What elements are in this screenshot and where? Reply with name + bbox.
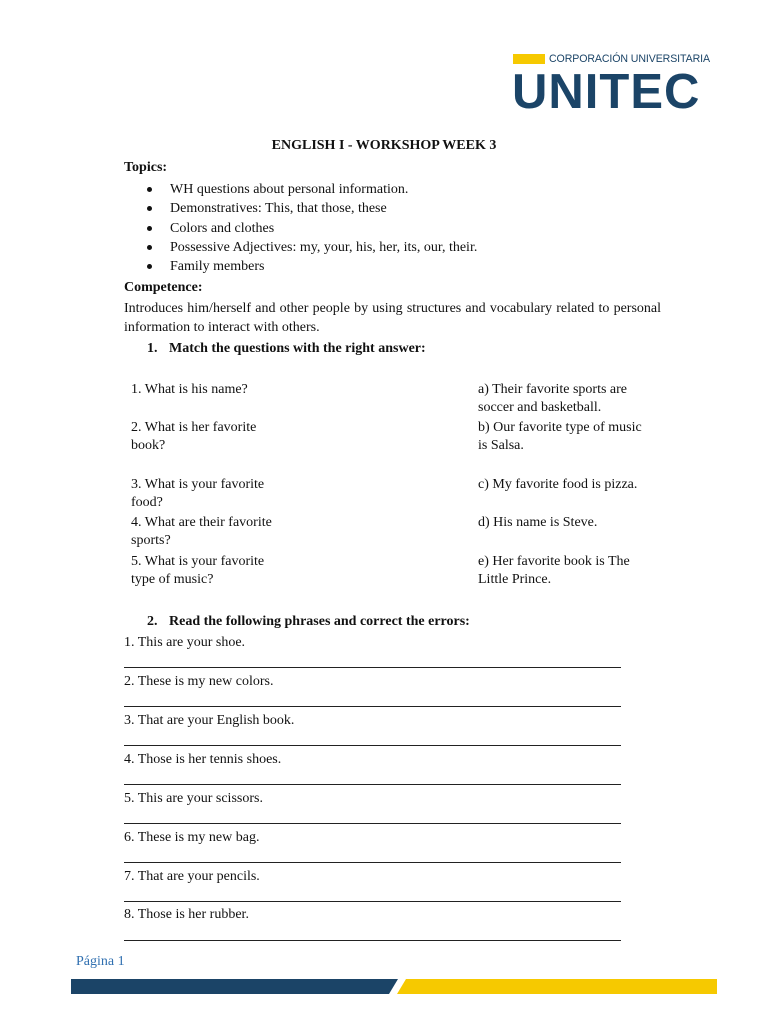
answer-line: b) Our favorite type of music: [478, 420, 642, 435]
exercise2-sentence: 4. Those is her tennis shoes.: [124, 752, 282, 767]
question-line: food?: [131, 495, 163, 510]
exercise1-instruction: Match the questions with the right answer:: [169, 341, 426, 356]
list-item-text: Family members: [170, 259, 265, 275]
answer-line: is Salsa.: [478, 438, 524, 453]
answer-line-input[interactable]: [124, 940, 621, 941]
answer-a: [478, 381, 668, 417]
bullet-icon: [147, 226, 152, 231]
answer-c: [478, 476, 668, 494]
exercise1-heading: [147, 340, 426, 358]
answer-line-input[interactable]: [124, 784, 621, 785]
question-2: [131, 419, 296, 455]
answer-line: Little Prince.: [478, 572, 552, 587]
question-line: 2. What is her favorite: [131, 420, 257, 435]
question-1: [131, 381, 296, 399]
answer-line: c) My favorite food is pizza.: [478, 477, 638, 492]
exercise2-sentence: 5. This are your scissors.: [124, 791, 263, 806]
exercise2-heading: [147, 613, 470, 631]
list-item: [147, 199, 667, 218]
answer-line-input[interactable]: [124, 862, 621, 863]
list-item-text: WH questions about personal information.: [170, 182, 409, 197]
answer-line: a) Their favorite sports are: [478, 382, 628, 397]
answer-d: [478, 514, 668, 532]
list-item-text: Possessive Adjectives: my, your, his, her, its, our, their.: [170, 239, 478, 255]
footer-navy-band: [71, 979, 398, 994]
exercise2-number: 2.: [147, 614, 158, 629]
question-line: 3. What is your favorite: [131, 477, 265, 492]
answer-line-input[interactable]: [124, 901, 621, 902]
question-line: 1. What is his name?: [131, 382, 248, 397]
answer-b: [478, 419, 668, 455]
answer-line-input[interactable]: [124, 706, 621, 707]
bullet-icon: [147, 245, 152, 250]
question-line: 5. What is your favorite: [131, 554, 265, 569]
logo-tagline: CORPORACIÓN UNIVERSITARIA: [549, 53, 710, 65]
footer-yellow-band: [397, 979, 717, 994]
exercise2-sentence: 1. This are your shoe.: [124, 635, 246, 650]
question-4: [131, 514, 296, 550]
list-item: [147, 257, 667, 276]
answer-line: d) His name is Steve.: [478, 515, 598, 530]
competence-heading: Competence:: [124, 280, 203, 295]
competence-text: Introduces him/herself and other people by using structures and vocabulary related to personal information to interact with others.: [124, 301, 661, 335]
topics-list: [147, 180, 667, 276]
list-item: [147, 180, 667, 199]
question-line: sports?: [131, 533, 171, 548]
unitec-logo: [512, 52, 710, 119]
exercise2-sentence: 3. That are your English book.: [124, 713, 295, 728]
logo-yellow-bar: [513, 54, 545, 64]
topics-heading: Topics:: [124, 160, 168, 175]
exercise2-sentence: 2. These is my new colors.: [124, 674, 274, 689]
exercise2-sentence: 7. That are your pencils.: [124, 869, 260, 884]
list-item: [147, 219, 667, 238]
page-number: Página 1: [76, 954, 125, 969]
logo-wordmark: UNITEC: [512, 65, 701, 119]
exercise2-sentence: 6. These is my new bag.: [124, 830, 260, 845]
question-5: [131, 553, 296, 589]
bullet-icon: [147, 264, 152, 269]
question-line: 4. What are their favorite: [131, 515, 272, 530]
question-3: [131, 476, 296, 512]
list-item-text: Colors and clothes: [170, 220, 275, 236]
answer-line: e) Her favorite book is The: [478, 554, 630, 569]
answer-line: soccer and basketball.: [478, 400, 602, 415]
answer-line-input[interactable]: [124, 745, 621, 746]
bullet-icon: [147, 206, 152, 211]
exercise1-number: 1.: [147, 341, 158, 356]
answer-line-input[interactable]: [124, 667, 621, 668]
list-item-text: Demonstratives: This, that those, these: [170, 201, 387, 217]
page-title: ENGLISH I - WORKSHOP WEEK 3: [271, 138, 497, 153]
question-line: type of music?: [131, 572, 214, 587]
question-line: book?: [131, 438, 166, 453]
bullet-icon: [147, 187, 152, 192]
exercise2-instruction: Read the following phrases and correct the errors:: [169, 614, 470, 629]
answer-line-input[interactable]: [124, 823, 621, 824]
list-item: [147, 238, 667, 257]
answer-e: [478, 553, 668, 589]
exercise2-sentence: 8. Those is her rubber.: [124, 907, 249, 922]
